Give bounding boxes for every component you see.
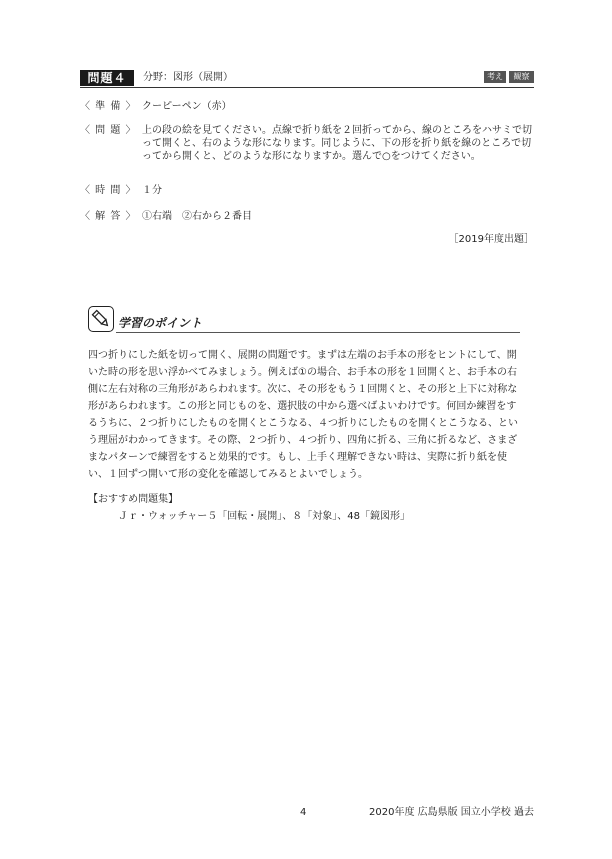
problem-header: [80, 70, 534, 88]
time-label: 〈 時 間 〉: [80, 185, 137, 196]
answer-label: 〈 解 答 〉: [80, 211, 137, 222]
question-row: [80, 124, 540, 178]
footer-title: 2020年度 広島県版 国立小学校 過去: [369, 807, 534, 818]
page-number: 4: [300, 807, 307, 818]
tag-thinking: 考え: [484, 71, 506, 83]
time-text: １分: [142, 185, 162, 196]
learning-point-header: [88, 306, 520, 340]
answer-row: [80, 210, 540, 224]
problem-field: 分野：図形（展開）: [143, 72, 233, 83]
tag-observation: 観察: [509, 71, 534, 83]
materials-text: クーピーペン（赤）: [142, 101, 232, 112]
question-text: 上の段の絵を見てください。点線で折り紙を２回折ってから、線のところをハサミで切って開くと、右のような形になります。同じように、下の形を折り紙を線のところで切ってから開くと、どのような形になりますか。選んで○をつけてください。: [142, 125, 532, 162]
materials-row: [80, 100, 540, 114]
materials-label: 〈 準 備 〉: [80, 101, 137, 112]
year-note: ［2019年度出題］: [448, 234, 534, 245]
recommended-item: Ｊｒ・ウォッチャー５「回転・展開」、８「対象」、48「鏡図形」: [118, 511, 411, 522]
question-label: 〈 問 題 〉: [80, 125, 137, 136]
learning-point-title: 学習のポイント: [118, 316, 203, 330]
pencil-icon: [88, 306, 114, 332]
learning-point-underline: [116, 332, 520, 333]
time-row: [80, 184, 540, 198]
answer-text: ①右端 ②右から２番目: [142, 211, 252, 222]
problem-number-badge: 問題４: [80, 70, 134, 86]
learning-point-text: 四つ折りにした紙を切って開く、展開の問題です。まずは左端のお手本の形をヒントにして、開いた時の形を思い浮かべてみましょう。例えば①の場合、お手本の形を１回開くと、お手本の右側に左右対称の三角形があらわれます。次に、その形をもう１回開くと、その形と上下に対称な形があらわれます。この形と同じものを、選択肢の中から選べばよいわけです。何回か練習をするうちに、２つ折りにしたものを開くとこうなる、４つ折りにしたものを開くとこうなる、という理屈がわかってきます。その際、２つ折り、４つ折り、四角に折る、三角に折るなど、さまざまなパターンで練習をすると効果的です。もし、上手く理解できない時は、実際に折り紙を使い、１回ずつ開いて形の変化を確認してみるとよいでしょう。: [88, 350, 518, 480]
recommended-title: 【おすすめ問題集】: [88, 494, 179, 505]
learning-point-body: [88, 347, 524, 483]
